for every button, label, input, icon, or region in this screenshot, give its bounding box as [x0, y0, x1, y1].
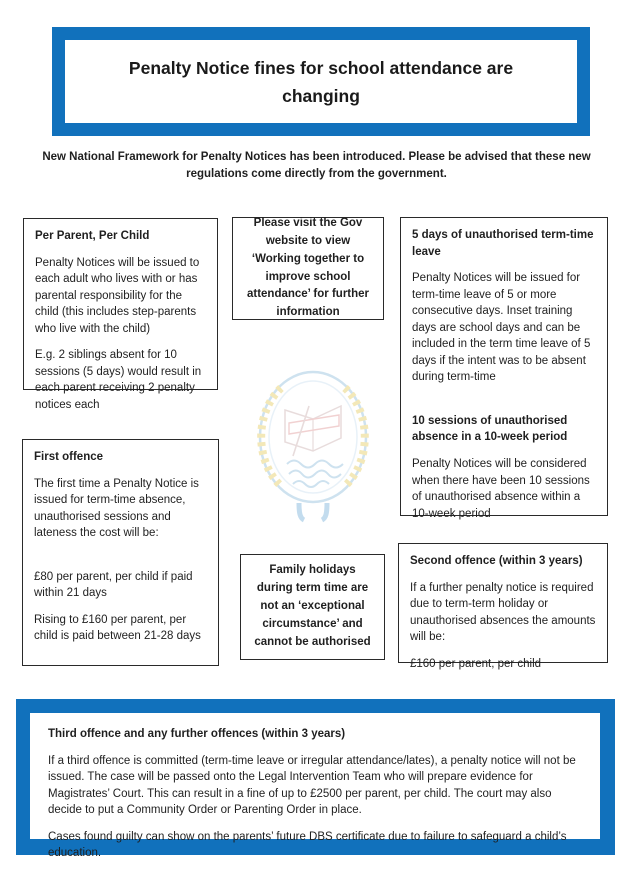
first-offence-paragraph-3: Rising to £160 per parent, per child is paid between 21-28 days	[34, 613, 201, 643]
third-offence-paragraph-2: Cases found guilty can show on the parents’ future DBS certificate due to failure to safeguard a child’s education.	[48, 830, 567, 860]
first-offence-title: First offence	[34, 451, 104, 463]
second-offence-paragraph-2: £160 per parent, per child	[410, 657, 542, 670]
first-offence-box	[22, 439, 219, 666]
per-parent-paragraph-1: Penalty Notices will be issued to each adult who lives with or has parental responsibility for the child (this includes step-parents who live with the child)	[35, 256, 200, 335]
third-offence-paragraph-1: If a third offence is committed (term-time leave or irregular attendance/lates), a penalty notice will not be issued. The case will be passed onto the Legal Intervention Team who will prepare evidence for Magistrates’ Court. This can result in a fine of up to £2500 per parent, per child. The court may also decide to put a Community Order or Parenting Order in place.	[48, 754, 576, 817]
third-offence-box	[30, 713, 600, 860]
second-offence-box	[398, 543, 608, 670]
second-offence-title: Second offence (within 3 years)	[410, 555, 583, 567]
gov-website-text: Please visit the Gov website to view ‘Working together to improve school attendance’ for further information	[246, 217, 370, 319]
page-title: Penalty Notice fines for school attendance are changing	[128, 57, 514, 106]
per-parent-title: Per Parent, Per Child	[35, 230, 150, 242]
intro-text: New National Framework for Penalty Notices has been introduced. Please be advised that these new regulations come directly from the government.	[42, 151, 591, 181]
five-days-paragraph-1: Penalty Notices will be issued for term-time leave of 5 or more consecutive days. Inset training days are school days and can be included in the term time leave of 5 days if the intent was to be absent during term-time	[412, 272, 591, 384]
first-offence-paragraph-2: £80 per parent, per child if paid within 21 days	[34, 570, 193, 600]
ten-sessions-paragraph: Penalty Notices will be considered when there have been 10 sessions of unauthorised absence within a 10-week period	[412, 458, 590, 520]
family-holidays-box	[240, 554, 385, 660]
third-offence-title: Third offence and any further offences (within 3 years)	[48, 728, 346, 740]
five-days-box	[400, 217, 608, 520]
ten-sessions-title: 10 sessions of unauthorised absence in a 10-week period	[412, 414, 568, 444]
title-banner	[52, 27, 590, 136]
five-days-title: 5 days of unauthorised term-time leave	[412, 229, 594, 258]
family-holidays-text: Family holidays during term time are not an ‘exceptional circumstance’ and cannot be authorised	[254, 564, 371, 648]
gov-website-box	[232, 217, 384, 320]
first-offence-paragraph-1: The first time a Penalty Notice is issued for term-time absence, unauthorised sessions and lateness the cost will be:	[34, 477, 199, 540]
third-offence-banner	[16, 699, 615, 860]
school-crest-watermark-icon	[255, 366, 371, 534]
per-parent-paragraph-2: E.g. 2 siblings absent for 10 sessions (5 days) would result in each parent receiving 2 penalty notices each	[35, 349, 202, 411]
second-offence-paragraph-1: If a further penalty notice is required due to term-term holiday or unauthorised absences the amounts will be:	[410, 581, 596, 644]
title-banner-inner	[65, 40, 577, 123]
per-parent-box	[23, 218, 218, 411]
